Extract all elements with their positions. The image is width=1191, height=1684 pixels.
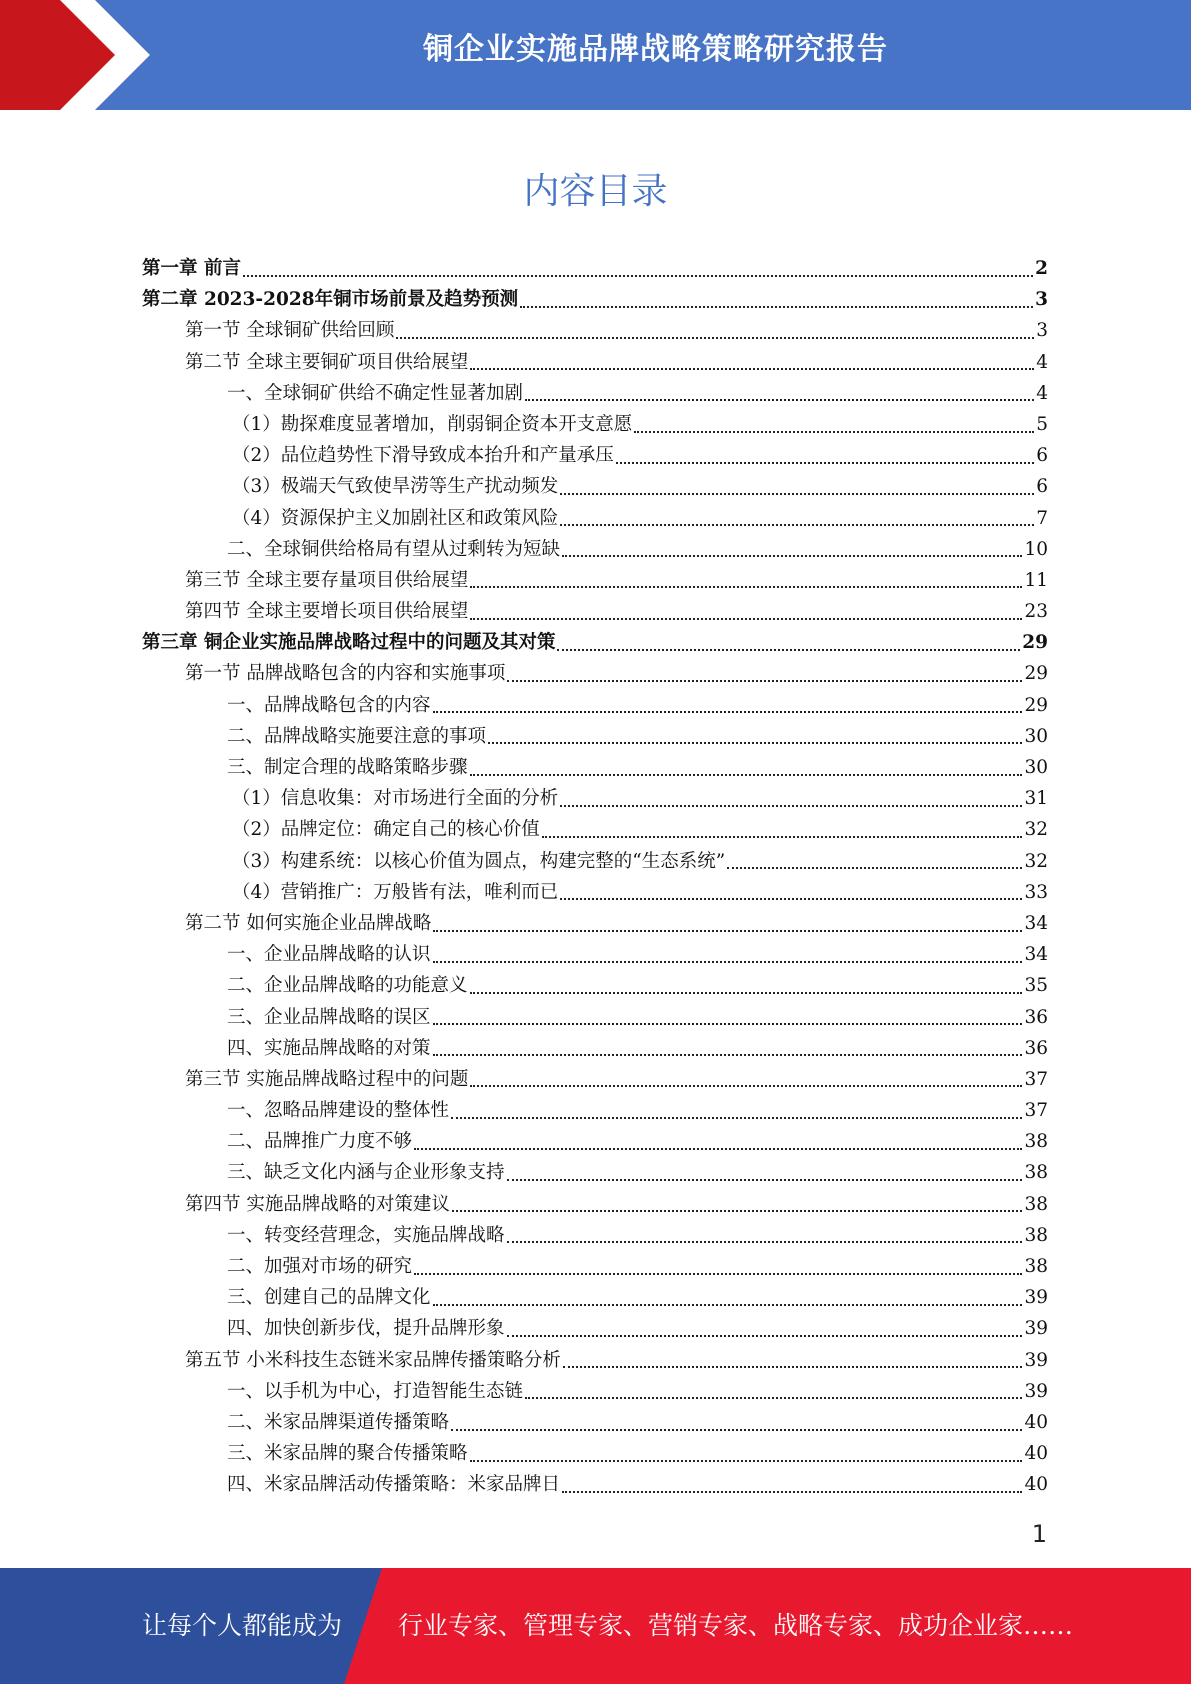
page-number: 1 <box>1031 1520 1047 1548</box>
toc-entry[interactable] <box>142 1377 1048 1408</box>
toc-leader-dots <box>562 1491 1022 1493</box>
toc-leader-dots <box>634 431 1034 433</box>
toc-entry-title: 三、米家品牌的聚合传播策略 <box>227 1443 468 1465</box>
toc-leader-dots <box>507 1179 1023 1181</box>
toc-entry-title: （3）极端天气致使旱涝等生产扰动频发 <box>232 476 559 498</box>
toc-entry[interactable] <box>142 971 1048 1002</box>
toc-leader-dots <box>433 1023 1023 1025</box>
toc-entry-page: 36 <box>1024 1037 1048 1059</box>
toc-entry[interactable] <box>142 566 1048 597</box>
toc-leader-dots <box>507 680 1022 682</box>
header-title: 铜企业实施品牌战略策略研究报告 <box>423 32 888 67</box>
toc-entry-title: 一、全球铜矿供给不确定性显著加剧 <box>227 382 524 404</box>
toc-entry-title: 第四节 实施品牌战略的对策建议 <box>185 1193 450 1215</box>
toc-entry-title: 四、实施品牌战略的对策 <box>227 1037 431 1059</box>
toc-leader-dots <box>470 774 1023 776</box>
toc-leader-dots <box>433 1304 1023 1306</box>
toc-leader-dots <box>507 1241 1023 1243</box>
toc-entry-title: 三、创建自己的品牌文化 <box>227 1287 431 1309</box>
toc-leader-dots <box>507 1335 1023 1337</box>
toc-entry-title: 三、缺乏文化内涵与企业形象支持 <box>227 1162 505 1184</box>
toc-entry-page: 38 <box>1024 1131 1048 1153</box>
toc-entry-title: （2）品牌定位：确定自己的核心价值 <box>232 819 540 841</box>
toc-entry-title: （4）资源保护主义加剧社区和政策风险 <box>232 507 559 529</box>
toc-entry-page: 4 <box>1036 351 1048 373</box>
toc-entry-page: 7 <box>1036 507 1048 529</box>
toc-entry-page: 6 <box>1036 476 1048 498</box>
toc-entry[interactable] <box>142 1439 1048 1470</box>
toc-entry-title: 一、以手机为中心，打造智能生态链 <box>227 1380 524 1402</box>
toc-entry-page: 3 <box>1035 289 1048 311</box>
toc-entry-page: 39 <box>1024 1287 1048 1309</box>
toc-leader-dots <box>451 1117 1022 1119</box>
toc-entry-page: 29 <box>1022 632 1048 654</box>
toc-entry-title: （1）信息收集：对市场进行全面的分析 <box>232 788 559 810</box>
toc-entry[interactable] <box>142 784 1048 815</box>
toc-entry-title: 第五节 小米科技生态链米家品牌传播策略分析 <box>185 1349 561 1371</box>
toc-leader-dots <box>451 1429 1022 1431</box>
toc-entry[interactable] <box>142 1096 1048 1127</box>
table-of-contents <box>142 254 1048 1502</box>
toc-entry-title: 一、品牌战略包含的内容 <box>227 694 431 716</box>
toc-entry[interactable] <box>142 597 1048 628</box>
toc-entry[interactable] <box>142 909 1048 940</box>
toc-leader-dots <box>470 368 1034 370</box>
toc-entry[interactable] <box>142 472 1048 503</box>
toc-entry-page: 29 <box>1024 663 1048 685</box>
toc-entry-title: 二、全球铜供给格局有望从过剩转为短缺 <box>227 538 561 560</box>
toc-leader-dots <box>470 992 1023 994</box>
toc-entry[interactable] <box>142 285 1048 316</box>
toc-leader-dots <box>433 711 1023 713</box>
toc-entry-title: 二、米家品牌渠道传播策略 <box>227 1411 450 1433</box>
toc-entry-page: 29 <box>1024 694 1048 716</box>
toc-leader-dots <box>616 462 1034 464</box>
toc-leader-dots <box>433 961 1023 963</box>
toc-leader-dots <box>470 1085 1022 1087</box>
toc-entry-page: 37 <box>1024 1100 1048 1122</box>
toc-entry-title: （1）勘探难度显著增加，削弱铜企资本开支意愿 <box>232 413 633 435</box>
toc-entry-title: 第三节 实施品牌战略过程中的问题 <box>185 1068 469 1090</box>
toc-entry-title: 三、企业品牌战略的误区 <box>227 1006 431 1028</box>
toc-entry-title: 第一章 前言 <box>142 258 241 279</box>
toc-entry-page: 2 <box>1035 258 1048 279</box>
toc-entry[interactable] <box>142 753 1048 784</box>
toc-entry-page: 34 <box>1024 944 1048 966</box>
toc-entry-page: 40 <box>1024 1443 1048 1465</box>
toc-entry-title: 第三章 铜企业实施品牌战略过程中的问题及其对策 <box>142 632 556 654</box>
toc-entry-page: 23 <box>1024 601 1048 623</box>
toc-entry-title: 第三节 全球主要存量项目供给展望 <box>185 569 469 591</box>
toc-entry[interactable] <box>142 441 1048 472</box>
toc-entry[interactable] <box>142 1158 1048 1189</box>
toc-entry[interactable] <box>142 1470 1048 1501</box>
toc-entry-title: （2）品位趋势性下滑导致成本抬升和产量承压 <box>232 445 614 467</box>
toc-entry-page: 37 <box>1024 1068 1048 1090</box>
toc-entry[interactable] <box>142 1003 1048 1034</box>
toc-leader-dots <box>562 555 1022 557</box>
page-footer <box>0 1568 1191 1684</box>
toc-leader-dots <box>520 306 1033 308</box>
toc-entry-page: 38 <box>1024 1193 1048 1215</box>
toc-entry-title: 第二章 2023-2028年铜市场前景及趋势预测 <box>142 289 519 311</box>
toc-entry-page: 32 <box>1024 850 1048 872</box>
toc-entry-page: 3 <box>1036 320 1048 342</box>
toc-leader-dots <box>560 524 1034 526</box>
toc-entry-title: 二、加强对市场的研究 <box>227 1256 413 1277</box>
toc-entry-page: 39 <box>1024 1318 1048 1340</box>
toc-entry-title: 四、米家品牌活动传播策略：米家品牌日 <box>227 1474 561 1496</box>
toc-entry-page: 39 <box>1024 1380 1048 1402</box>
toc-entry-title: 二、品牌推广力度不够 <box>227 1131 413 1153</box>
toc-entry-page: 38 <box>1024 1256 1048 1277</box>
toc-entry[interactable] <box>142 878 1048 909</box>
toc-entry[interactable] <box>142 379 1048 410</box>
toc-entry[interactable] <box>142 1034 1048 1065</box>
toc-entry[interactable] <box>142 1408 1048 1439</box>
toc-entry[interactable] <box>142 628 1048 659</box>
toc-leader-dots <box>452 1210 1023 1212</box>
toc-leader-dots <box>433 1054 1023 1056</box>
toc-entry[interactable] <box>142 1190 1048 1221</box>
toc-leader-dots <box>525 1397 1022 1399</box>
toc-entry-page: 10 <box>1024 538 1048 560</box>
toc-entry[interactable] <box>142 504 1048 535</box>
toc-entry-title: （3）构建系统：以核心价值为圆点，构建完整的“生态系统” <box>232 850 726 872</box>
footer-slogan-right: 行业专家、管理专家、营销专家、战略专家、成功企业家…… <box>398 1611 1074 1640</box>
toc-entry-page: 36 <box>1024 1006 1048 1028</box>
toc-entry-title: 第四节 全球主要增长项目供给展望 <box>185 601 469 623</box>
toc-leader-dots <box>470 1460 1023 1462</box>
toc-entry-page: 30 <box>1024 757 1048 778</box>
toc-entry-page: 30 <box>1024 725 1048 747</box>
toc-entry-page: 5 <box>1036 413 1048 435</box>
toc-entry-page: 33 <box>1024 881 1048 903</box>
toc-leader-dots <box>433 930 1022 932</box>
toc-entry[interactable] <box>142 659 1048 690</box>
toc-entry[interactable] <box>142 1314 1048 1345</box>
toc-entry-page: 40 <box>1024 1411 1048 1433</box>
toc-leader-dots <box>488 742 1022 744</box>
toc-entry-page: 11 <box>1024 569 1048 591</box>
page-header <box>0 0 1191 110</box>
toc-entry[interactable] <box>142 535 1048 566</box>
toc-leader-dots <box>525 399 1034 401</box>
toc-entry-page: 4 <box>1036 382 1048 404</box>
toc-leader-dots <box>470 618 1022 620</box>
toc-entry[interactable] <box>142 1221 1048 1252</box>
toc-entry-page: 32 <box>1024 819 1048 841</box>
toc-entry-title: 四、加快创新步伐，提升品牌形象 <box>227 1318 505 1340</box>
toc-entry[interactable] <box>142 316 1048 347</box>
toc-entry-title: （4）营销推广：万般皆有法，唯利而已 <box>232 881 559 903</box>
toc-entry[interactable] <box>142 410 1048 441</box>
toc-entry-page: 31 <box>1024 788 1048 810</box>
toc-entry[interactable] <box>142 254 1048 285</box>
toc-entry[interactable] <box>142 1346 1048 1377</box>
toc-entry[interactable] <box>142 847 1048 878</box>
toc-entry-title: 二、品牌战略实施要注意的事项 <box>227 725 487 747</box>
toc-leader-dots <box>557 649 1020 651</box>
toc-entry-title: 一、忽略品牌建设的整体性 <box>227 1100 450 1122</box>
toc-entry-page: 35 <box>1024 975 1048 997</box>
toc-entry[interactable] <box>142 940 1048 971</box>
footer-slogan-left: 让每个人都能成为 <box>142 1611 343 1640</box>
toc-leader-dots <box>414 1148 1022 1150</box>
toc-leader-dots <box>542 836 1023 838</box>
toc-leader-dots <box>563 1366 1023 1368</box>
toc-leader-dots <box>560 493 1034 495</box>
toc-entry-title: 一、企业品牌战略的认识 <box>227 944 431 966</box>
toc-entry-page: 38 <box>1024 1162 1048 1184</box>
toc-entry[interactable] <box>142 722 1048 753</box>
toc-leader-dots <box>414 1273 1022 1275</box>
toc-entry[interactable] <box>142 815 1048 846</box>
toc-entry-title: 第一节 品牌战略包含的内容和实施事项 <box>185 663 506 685</box>
toc-entry[interactable] <box>142 1252 1048 1283</box>
toc-entry-title: 第二节 如何实施企业品牌战略 <box>185 912 432 934</box>
toc-leader-dots <box>727 867 1022 869</box>
toc-leader-dots <box>470 586 1022 588</box>
toc-entry-title: 三、制定合理的战略策略步骤 <box>227 757 468 778</box>
toc-entry[interactable] <box>142 1065 1048 1096</box>
toc-entry-title: 第一节 全球铜矿供给回顾 <box>185 320 395 342</box>
toc-entry-page: 38 <box>1024 1224 1048 1246</box>
toc-entry-page: 6 <box>1036 445 1048 467</box>
toc-entry-page: 34 <box>1024 912 1048 934</box>
toc-entry-page: 39 <box>1024 1349 1048 1371</box>
toc-entry-title: 第二节 全球主要铜矿项目供给展望 <box>185 351 469 373</box>
toc-heading: 内容目录 <box>523 171 668 212</box>
toc-leader-dots <box>396 337 1034 339</box>
toc-leader-dots <box>560 805 1022 807</box>
toc-entry[interactable] <box>142 1127 1048 1158</box>
toc-entry-title: 一、转变经营理念，实施品牌战略 <box>227 1224 505 1246</box>
toc-entry-page: 40 <box>1024 1474 1048 1496</box>
toc-entry-title: 二、企业品牌战略的功能意义 <box>227 975 468 997</box>
toc-entry[interactable] <box>142 1283 1048 1314</box>
toc-entry[interactable] <box>142 691 1048 722</box>
toc-leader-dots <box>560 898 1022 900</box>
toc-leader-dots <box>243 275 1033 277</box>
toc-entry[interactable] <box>142 348 1048 379</box>
